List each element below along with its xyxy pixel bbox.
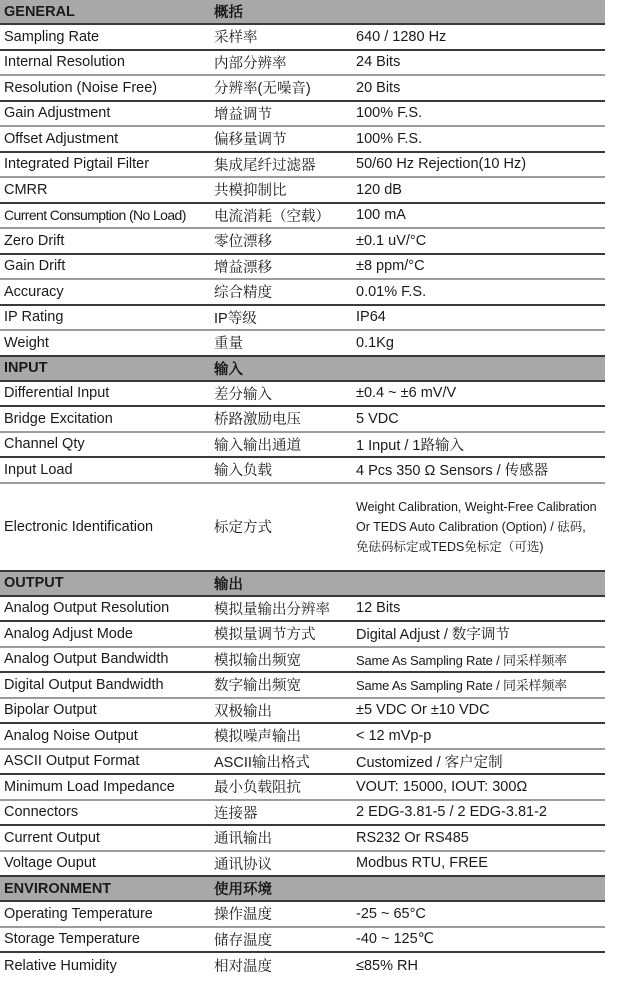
spec-name-en: Differential Input <box>4 385 110 402</box>
spec-name-cn: 采样率 <box>214 30 258 47</box>
spec-name-cn: 模拟量输出分辨率 <box>214 601 330 618</box>
spec-value: Digital Adjust / 数字调节 <box>356 627 510 644</box>
spec-name-cn: 分辨率(无噪音) <box>214 81 311 98</box>
spec-name-en: Channel Qty <box>4 436 85 453</box>
spec-value: 0.01% F.S. <box>356 283 427 300</box>
section-header-environment <box>0 877 605 902</box>
section-title-en: OUTPUT <box>4 575 64 591</box>
spec-value: 12 Bits <box>356 600 401 617</box>
spec-name-cn: 输入输出通道 <box>214 437 301 454</box>
table-row <box>0 648 605 674</box>
spec-name-en: Internal Resolution <box>4 54 125 71</box>
spec-name-cn: 集成尾纤过滤器 <box>214 157 316 174</box>
spec-name-cn: 共模抑制比 <box>214 183 287 200</box>
spec-value: RS232 Or RS485 <box>356 829 469 846</box>
table-row <box>0 306 605 332</box>
spec-name-en: Gain Adjustment <box>4 105 111 122</box>
spec-name-en: ASCII Output Format <box>4 753 140 770</box>
spec-value: -25 ~ 65°C <box>356 905 426 922</box>
spec-name-en: Analog Noise Output <box>4 727 138 744</box>
table-row <box>0 102 605 128</box>
spec-name-cn: IP等级 <box>214 310 257 327</box>
spec-value: 1 Input / 1路输入 <box>356 437 464 454</box>
spec-value: 120 dB <box>356 181 402 198</box>
spec-name-en: Bridge Excitation <box>4 410 113 427</box>
table-row <box>0 433 605 459</box>
spec-value: -40 ~ 125℃ <box>356 931 434 948</box>
spec-value: 20 Bits <box>356 79 401 96</box>
spec-name-cn: 增益漂移 <box>214 259 272 276</box>
spec-name-cn: 差分输入 <box>214 386 272 403</box>
spec-name-cn: ASCII输出格式 <box>214 754 310 771</box>
section-title-cn: 输入 <box>214 361 243 378</box>
spec-value: 5 VDC <box>356 410 399 427</box>
spec-value: Same As Sampling Rate / 同采样频率 <box>356 678 567 694</box>
spec-name-cn: 桥路激励电压 <box>214 412 301 429</box>
spec-name-cn: 数字输出频宽 <box>214 678 301 695</box>
table-row <box>0 153 605 179</box>
spec-name-cn: 综合精度 <box>214 285 272 302</box>
spec-value: 640 / 1280 Hz <box>356 28 447 45</box>
table-row <box>0 127 605 153</box>
spec-name-cn: 通讯协议 <box>214 856 272 873</box>
spec-name-cn: 储存温度 <box>214 932 272 949</box>
spec-name-en: Operating Temperature <box>4 905 153 922</box>
table-row <box>0 699 605 725</box>
spec-name-cn: 模拟噪声输出 <box>214 729 301 746</box>
section-title-cn: 输出 <box>214 576 243 593</box>
spec-value: IP64 <box>356 309 386 326</box>
spec-name-en: Relative Humidity <box>4 957 117 974</box>
spec-name-cn: 标定方式 <box>214 520 272 536</box>
spec-name-cn: 内部分辨率 <box>214 55 287 72</box>
spec-value: ±5 VDC Or ±10 VDC <box>356 702 490 719</box>
spec-name-en: Current Consumption (No Load) <box>4 207 186 224</box>
spec-name-en: CMRR <box>4 181 48 198</box>
spec-value: 100% F.S. <box>356 130 423 147</box>
spec-name-cn: 最小负载阻抗 <box>214 780 301 797</box>
spec-name-cn: 电流消耗（空载） <box>214 208 330 225</box>
spec-value: Same As Sampling Rate / 同采样频率 <box>356 652 567 668</box>
table-row <box>0 178 605 204</box>
spec-name-cn: 相对温度 <box>214 959 272 976</box>
spec-name-en: Electronic Identification <box>4 518 154 535</box>
spec-name-en: Analog Output Resolution <box>4 600 170 617</box>
spec-name-en: Digital Output Bandwidth <box>4 676 164 693</box>
spec-value: Customized / 客户定制 <box>356 754 503 771</box>
spec-name-en: Sampling Rate <box>4 28 100 45</box>
table-row <box>0 280 605 306</box>
table-row <box>0 597 605 623</box>
spec-name-cn: 通讯输出 <box>214 831 272 848</box>
table-row <box>0 331 605 357</box>
spec-value: 100 mA <box>356 207 406 224</box>
spec-name-cn: 模拟量调节方式 <box>214 627 316 644</box>
spec-value: Weight Calibration, Weight-Free Calibration Or TEDS Auto Calibration (Option) / 砝码, 免砝码标定或TEDS免标定（可选) <box>356 499 597 554</box>
spec-value: 2 EDG-3.81-5 / 2 EDG-3.81-2 <box>356 804 547 821</box>
spec-name-en: Analog Adjust Mode <box>4 625 133 642</box>
section-title-cn: 使用环境 <box>214 882 272 898</box>
spec-value: 4 Pcs 350 Ω Sensors / 传感器 <box>356 463 549 480</box>
spec-name-cn: 重量 <box>214 336 243 353</box>
table-row <box>0 673 605 699</box>
spec-value: VOUT: 15000, IOUT: 300Ω <box>356 778 528 795</box>
spec-name-en: Bipolar Output <box>4 702 97 719</box>
spec-name-en: Storage Temperature <box>4 931 140 948</box>
spec-value: ±8 ppm/°C <box>356 258 425 275</box>
spec-name-en: Resolution (Noise Free) <box>4 79 158 96</box>
spec-name-en: Accuracy <box>4 283 64 300</box>
section-title-cn: 概括 <box>214 5 243 21</box>
table-row <box>0 826 605 852</box>
spec-value: 100% F.S. <box>356 105 423 122</box>
spec-value: 0.1Kg <box>356 334 394 351</box>
spec-name-cn: 模拟输出频宽 <box>214 652 301 669</box>
section-header-general <box>0 0 605 25</box>
spec-name-en: IP Rating <box>4 309 64 326</box>
spec-name-en: Voltage Ouput <box>4 855 96 872</box>
table-row <box>0 25 605 51</box>
spec-name-cn: 连接器 <box>214 805 258 822</box>
table-row <box>0 622 605 648</box>
spec-name-en: Zero Drift <box>4 232 65 249</box>
table-row <box>0 76 605 102</box>
spec-name-en: Weight <box>4 334 49 351</box>
table-row <box>0 458 605 484</box>
spec-name-cn: 增益调节 <box>214 106 272 123</box>
spec-name-en: Current Output <box>4 829 100 846</box>
spec-name-en: Minimum Load Impedance <box>4 778 175 795</box>
spec-value: < 12 mVp-p <box>356 727 432 744</box>
spec-name-cn: 偏移量调节 <box>214 132 287 149</box>
table-row <box>0 724 605 750</box>
section-title-en: INPUT <box>4 360 48 376</box>
table-row <box>0 484 605 572</box>
section-header-input <box>0 357 605 382</box>
spec-value: Modbus RTU, FREE <box>356 855 488 872</box>
spec-name-en: Offset Adjustment <box>4 130 119 147</box>
spec-name-en: Gain Drift <box>4 258 66 275</box>
spec-name-en: Analog Output Bandwidth <box>4 651 169 668</box>
spec-name-cn: 操作温度 <box>214 907 272 924</box>
spec-value: 50/60 Hz Rejection(10 Hz) <box>356 156 527 173</box>
section-title-en: ENVIRONMENT <box>4 880 112 897</box>
table-row <box>0 229 605 255</box>
section-title-en: GENERAL <box>4 3 75 20</box>
spec-name-en: Input Load <box>4 461 73 478</box>
spec-name-cn: 双极输出 <box>214 703 272 720</box>
table-row <box>0 775 605 801</box>
spec-name-cn: 零位漂移 <box>214 234 272 251</box>
spec-value: 24 Bits <box>356 54 401 71</box>
table-row <box>0 750 605 776</box>
table-row <box>0 801 605 827</box>
spec-value: ±0.4 ~ ±6 mV/V <box>356 385 457 402</box>
table-row <box>0 204 605 230</box>
table-row <box>0 407 605 433</box>
spec-value: ±0.1 uV/°C <box>356 232 427 249</box>
table-row <box>0 953 605 979</box>
spec-name-en: Integrated Pigtail Filter <box>4 156 150 173</box>
spec-name-cn: 输入负载 <box>214 463 272 480</box>
table-row <box>0 51 605 77</box>
section-header-output <box>0 572 605 597</box>
table-row <box>0 255 605 281</box>
table-row <box>0 928 605 954</box>
spec-name-en: Connectors <box>4 804 79 821</box>
table-row <box>0 382 605 408</box>
table-row <box>0 852 605 878</box>
spec-value: ≤85% RH <box>356 957 418 974</box>
table-row <box>0 902 605 928</box>
